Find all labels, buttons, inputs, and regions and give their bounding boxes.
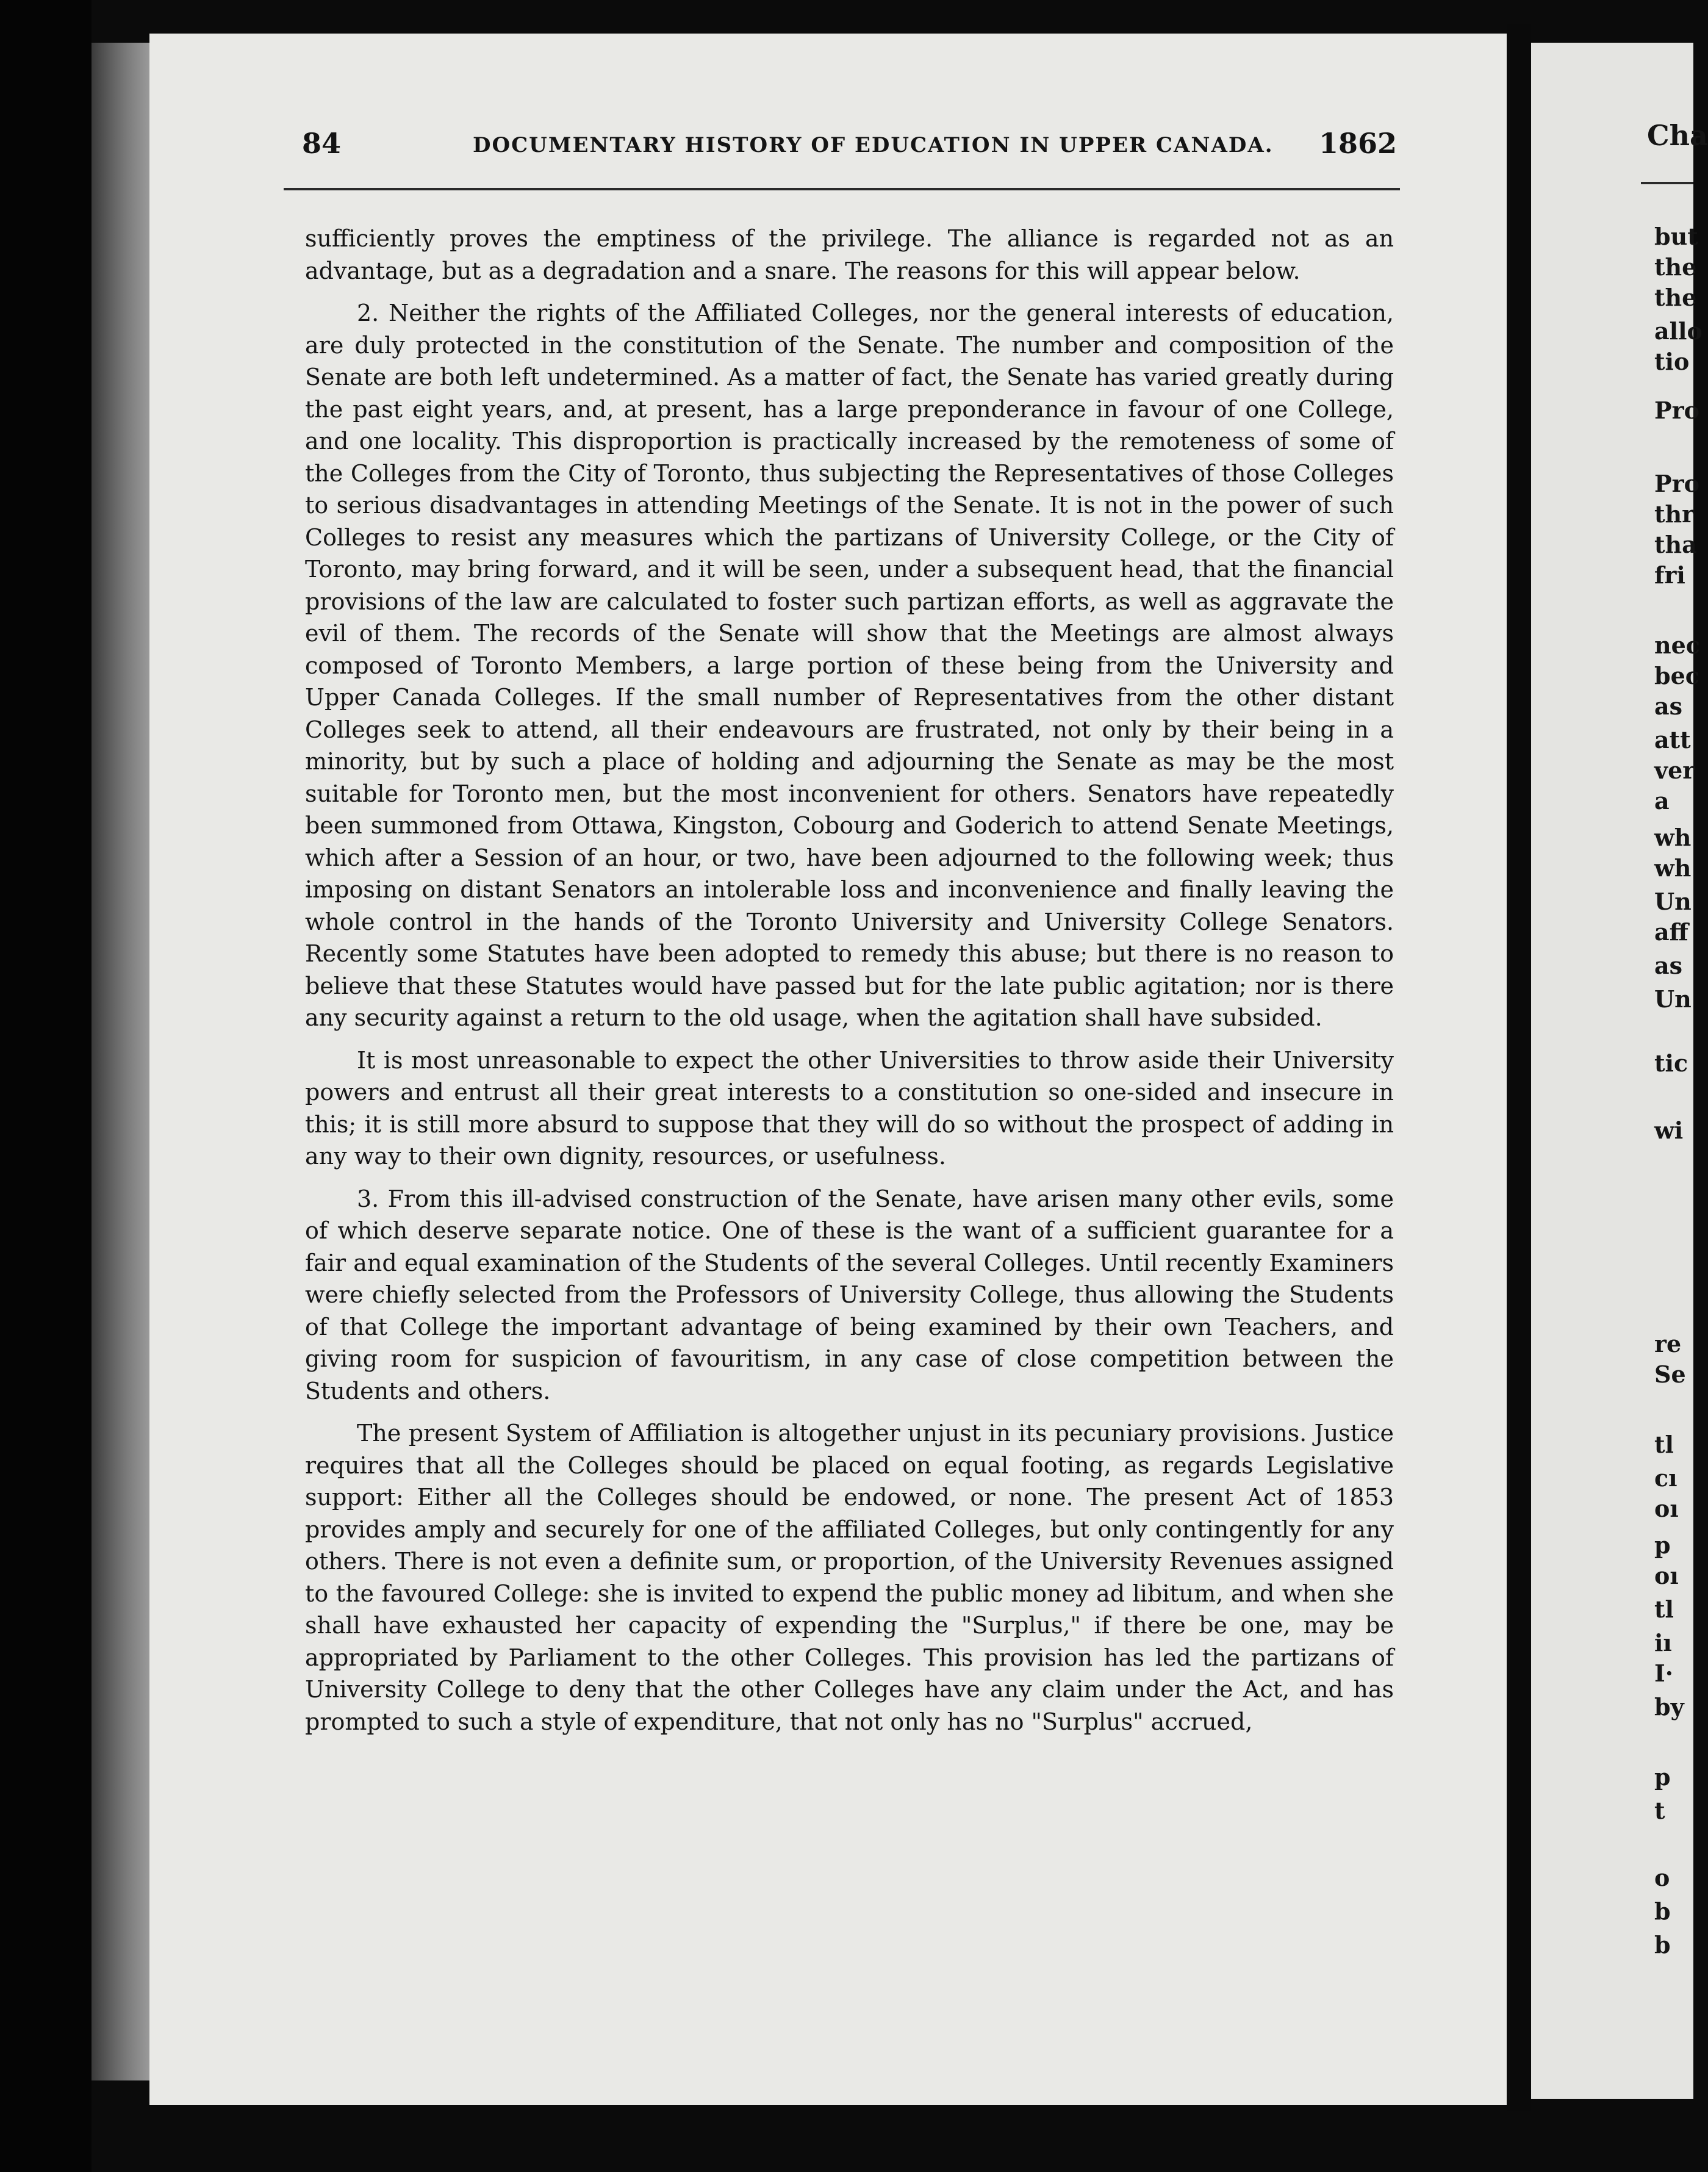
right-page-fragment: oı — [1654, 1495, 1679, 1522]
right-page-fragment: o — [1654, 1864, 1670, 1891]
scan-border-left — [0, 0, 92, 2172]
right-page-fragment: p — [1654, 1763, 1671, 1791]
right-page-fragment: bec — [1654, 662, 1699, 689]
right-page-fragment: tl — [1654, 1595, 1674, 1623]
right-page-fragment: Se — [1654, 1361, 1686, 1388]
right-page-fragment: but — [1654, 223, 1698, 250]
right-page-fragment: aff — [1654, 918, 1688, 946]
paragraph: sufficiently proves the emptiness of the privilege. The alliance is regarded not as an advantage, but as a degradation and a snare. The reasons for this will appear below. — [305, 225, 1394, 284]
right-page-fragment: as — [1654, 952, 1683, 979]
body-text — [305, 223, 1394, 1748]
right-page-fragment: b — [1654, 1897, 1671, 1925]
right-page-fragment: Un — [1654, 985, 1692, 1013]
right-page-fragment: wi — [1654, 1117, 1684, 1144]
book-gutter — [1507, 24, 1531, 2111]
right-page-fragment: ver — [1654, 757, 1695, 784]
right-page-header-fragment: Cha — [1647, 119, 1708, 152]
header-rule — [284, 188, 1400, 190]
right-page-fragment: tha — [1654, 531, 1697, 558]
right-page-fragment: nec — [1654, 631, 1700, 659]
right-page-fragment: re — [1654, 1330, 1682, 1358]
right-page-fragment: t — [1654, 1797, 1665, 1824]
header-year: 1862 — [1318, 127, 1397, 160]
right-page-fragment: tio — [1654, 348, 1690, 375]
running-title: DOCUMENTARY HISTORY OF EDUCATION IN UPPER CANADA. — [473, 133, 1274, 157]
right-page-fragment: Pro — [1654, 397, 1699, 424]
book-page-edges — [92, 43, 149, 2080]
right-page-fragment: b — [1654, 1931, 1671, 1958]
right-page-fragment: allo — [1654, 317, 1703, 345]
paragraph: 2. Neither the rights of the Affiliated Colleges, nor the general interests of education, are duly protected in the constitution of the Senate. The number and composition of the Senate are both left undetermined. As a matter of fact, the Senate has varied greatly during the past eight years, and, at present, has a large preponderance in favour of one College, and one locality. This disproportion is practically increased by the remoteness of some of the Colleges from the City of Toronto, thus subjecting the Representatives of those Colleges to serious disadvantages in attending Meetings of the Senate. It is not in the power of such Colleges to resist any measures which the partizans of University College, or the City of Toronto, may bring forward, and it will be seen, under a subsequent head, that the financial provisions of the law are calculated to foster such partizan efforts, as well as aggravate the evil of them. The records of the Senate will show that the Meetings are almost always composed of Toronto Members, a large portion of these being from the University and Upper Canada Colleges. If the small number of Representatives from the other distant Colleges seek to attend, all their endeavours are frustrated, not only by their being in a minority, but by such a place of holding and adjourning the Senate as may be the most suitable for Toronto men, but the most inconvenient for others. Senators have repeatedly been summoned from Ottawa, Kingston, Cobourg and Goderich to attend Senate Meetings, which after a Session of an hour, or two, have been adjourned to the following week; thus imposing on distant Senators an intolerable loss and inconvenience and finally leaving the whole control in the hands of the Toronto University and University College Senators. Recently some Statutes have been adopted to remedy this abuse; but there is no reason to believe that these Statutes would have passed but for the late public agitation; nor is there any security against a return to the old usage, when the agitation shall have subsided. — [305, 300, 1394, 1031]
right-page-fragment: the — [1654, 253, 1697, 281]
right-page-fragment: oı — [1654, 1562, 1679, 1589]
paragraph: The present System of Affiliation is altogether unjust in its pecuniary provisions. Justice requires that all the Colleges should be placed on equal footing, as regards Legislative support: Either all the Colleges should be endowed, or none. The present Act of 1853 provides amply and securely for one of the affiliated Colleges, but only contingently for any others. There is not even a definite sum, or proportion, of the University Revenues assigned to the favoured College: she is invited to expend the public money ad libitum, and when she shall have exhausted her capacity of expending the "Surplus," if there be one, may be appropriated by Parliament to the other Colleges. This provision has led the partizans of University College to deny that the other Colleges have any claim under the Act, and has prompted to such a style of expenditure, that not only has no "Surplus" accrued, — [305, 1420, 1394, 1735]
right-page-fragment: Un — [1654, 888, 1692, 915]
page-number: 84 — [302, 127, 342, 160]
right-page-fragment: iı — [1654, 1629, 1672, 1656]
right-page-fragment: as — [1654, 692, 1683, 720]
right-page-fragment: tl — [1654, 1431, 1674, 1458]
right-page-fragment: p — [1654, 1531, 1671, 1559]
right-page-fragment: thr — [1654, 500, 1695, 528]
right-page-fragment: Pro — [1654, 470, 1699, 497]
paragraph: It is most unreasonable to expect the other Universities to throw aside their University powers and entrust all their great interests to a constitution so one-sided and insecure in this; it is still more absurd to suppose that they will do so without the prospect of adding in any way to their own dignity, resources, or usefulness. — [305, 1046, 1394, 1170]
paragraph: 3. From this ill-advised construction of the Senate, have arisen many other evils, some of which deserve separate notice. One of these is the want of a sufficient guarantee for a fair and equal examination of the Students of the several Colleges. Until recently Examiners were chiefly selected from the Professors of University College, thus allowing the Students of that College the important advantage of being examined by their own Teachers, and giving room for suspicion of favouritism, in any case of close competition between the Students and others. — [305, 1185, 1394, 1404]
running-header — [302, 127, 1397, 164]
right-page-rule — [1641, 182, 1693, 184]
right-page-fragment: fri — [1654, 561, 1685, 589]
right-page-fragment: the — [1654, 284, 1697, 311]
right-page-fragment: a — [1654, 787, 1670, 814]
right-page-fragment: by — [1654, 1693, 1684, 1721]
right-page-fragment: tic — [1654, 1049, 1688, 1077]
right-page-fragment: I· — [1654, 1660, 1674, 1687]
right-page-fragment: wh — [1654, 854, 1692, 882]
right-page-fragment: wh — [1654, 824, 1692, 851]
right-page-fragment: cı — [1654, 1464, 1678, 1492]
right-page-fragment: att — [1654, 726, 1691, 753]
